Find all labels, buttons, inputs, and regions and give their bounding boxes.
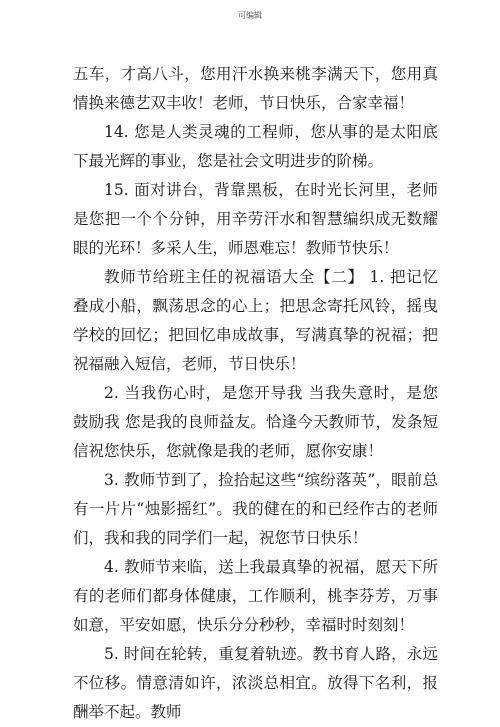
paragraph: 15. 面对讲台，背靠黑板，在时光长河里，老师是您把一个个分钟，用辛劳汗水和智慧编织成无数耀眼的光环！多采人生，师恩难忘！教师节快乐！ xyxy=(73,181,438,257)
document-body xyxy=(73,60,438,727)
paragraph: 5. 时间在轮转，重复着轨迹。教书育人路，永远不位移。情意清如许，浓淡总相宜。放得下名利，报酬举不起。教师 xyxy=(73,645,438,721)
paragraph: 14. 您是人类灵魂的工程师，您从事的是太阳底下最光辉的事业，您是社会文明进步的阶梯。 xyxy=(73,123,438,170)
paragraph: 3. 教师节到了，捡拾起这些“缤纷落英”，眼前总有一片片“烛影摇红”。我的健在的和已经作古的老师们，我和我的同学们一起，祝您节日快乐！ xyxy=(73,471,438,547)
paragraph: 4. 教师节来临，送上我最真挚的祝福，愿天下所有的老师们都身体健康，工作顺利，桃李芬芳，万事如意，平安如愿，快乐分分秒秒，幸福时时刻刻！ xyxy=(73,558,438,634)
page-header: 可编辑 xyxy=(238,11,262,20)
paragraph: 五车，才高八斗，您用汗水换来桃李满天下，您用真情换来德艺双丰收！老师，节日快乐，合家幸福！ xyxy=(73,65,438,112)
paragraph: 教师节给班主任的祝福语大全【二】 1. 把记忆叠成小船，飘荡思念的心上；把思念寄托风铃，摇曳学校的回忆；把回忆串成故事，写满真挚的祝福；把祝福融入短信，老师，节日快乐！ xyxy=(73,268,438,373)
paragraph: 2. 当我伤心时，是您开导我 当我失意时，是您鼓励我 您是我的良师益友。恰逢今天教师节，发条短信祝您快乐，您就像是我的老师，愿你安康！ xyxy=(73,384,438,460)
